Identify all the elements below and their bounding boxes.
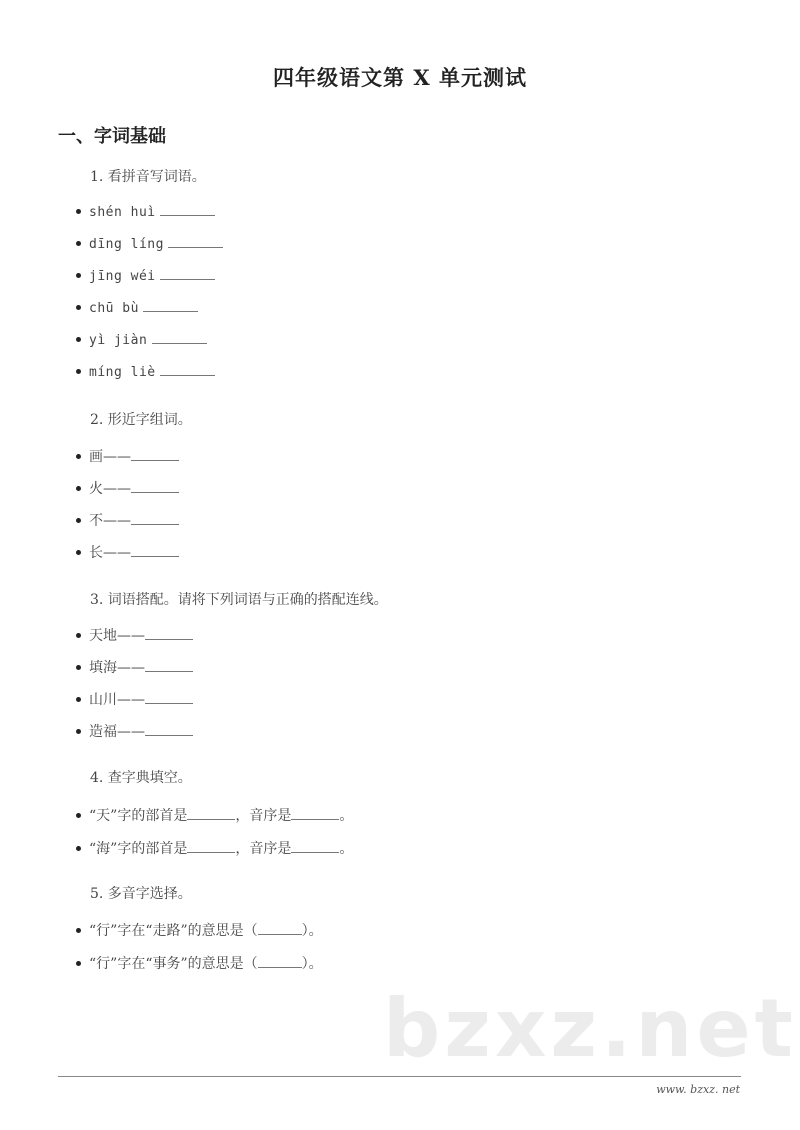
list-item: 山川—— [76, 689, 193, 709]
answer-blank[interactable] [160, 363, 215, 376]
bullet-icon [76, 454, 81, 459]
answer-blank[interactable] [143, 299, 198, 312]
answer-blank[interactable] [168, 235, 223, 248]
question-2-label: 2. 形近字组词。 [90, 412, 192, 428]
answer-blank[interactable] [160, 203, 215, 216]
list-item: míng liè [76, 363, 215, 380]
answer-blank[interactable] [152, 331, 207, 344]
bullet-icon [76, 369, 81, 374]
list-item: 造福—— [76, 721, 193, 741]
bullet-icon [76, 305, 81, 310]
list-item: shén huì [76, 203, 215, 220]
answer-blank[interactable] [160, 267, 215, 280]
list-item: chū bù [76, 299, 198, 316]
bullet-icon [76, 813, 81, 818]
answer-blank[interactable] [258, 955, 302, 968]
bullet-icon [76, 633, 81, 638]
section-heading: 一、字词基础 [58, 126, 166, 147]
bullet-icon [76, 241, 81, 246]
list-item: 火—— [76, 478, 179, 498]
list-item: 不—— [76, 510, 179, 530]
list-item: 填海—— [76, 657, 193, 677]
footer-url: www. bzxz. net [656, 1083, 740, 1096]
bullet-icon [76, 961, 81, 966]
answer-blank[interactable] [131, 480, 179, 493]
answer-blank[interactable] [145, 627, 193, 640]
footer-divider [58, 1076, 741, 1077]
bullet-icon [76, 518, 81, 523]
list-item: “行”字在“事务”的意思是（ ）。 [76, 953, 323, 973]
list-item: 画—— [76, 446, 179, 466]
bullet-icon [76, 273, 81, 278]
question-3-label: 3. 词语搭配。请将下列词语与正确的搭配连线。 [90, 592, 388, 608]
bullet-icon [76, 486, 81, 491]
bullet-icon [76, 209, 81, 214]
bullet-icon [76, 337, 81, 342]
answer-blank[interactable] [145, 691, 193, 704]
bullet-icon [76, 928, 81, 933]
bullet-icon [76, 550, 81, 555]
list-item: dīng líng [76, 235, 223, 252]
page-title: 四年级语文第 X 单元测试 [273, 65, 527, 90]
watermark: bzxz.net [383, 982, 797, 1075]
bullet-icon [76, 665, 81, 670]
question-5-label: 5. 多音字选择。 [90, 886, 192, 902]
list-item: yì jiàn [76, 331, 207, 348]
list-item: jīng wéi [76, 267, 215, 284]
phonetic-order-blank[interactable] [291, 840, 339, 853]
answer-blank[interactable] [131, 512, 179, 525]
radical-blank[interactable] [187, 840, 235, 853]
bullet-icon [76, 697, 81, 702]
list-item: “天”字的部首是 ，音序是 。 [76, 805, 353, 825]
phonetic-order-blank[interactable] [291, 807, 339, 820]
list-item: “海”字的部首是 ，音序是 。 [76, 838, 353, 858]
bullet-icon [76, 846, 81, 851]
bullet-icon [76, 729, 81, 734]
question-4-label: 4. 查字典填空。 [90, 770, 192, 786]
list-item: 长—— [76, 542, 179, 562]
question-1-label: 1. 看拼音写词语。 [90, 169, 206, 185]
answer-blank[interactable] [131, 544, 179, 557]
answer-blank[interactable] [131, 448, 179, 461]
radical-blank[interactable] [187, 807, 235, 820]
answer-blank[interactable] [145, 659, 193, 672]
answer-blank[interactable] [258, 922, 302, 935]
list-item: 天地—— [76, 625, 193, 645]
list-item: “行”字在“走路”的意思是（ ）。 [76, 920, 323, 940]
answer-blank[interactable] [145, 723, 193, 736]
